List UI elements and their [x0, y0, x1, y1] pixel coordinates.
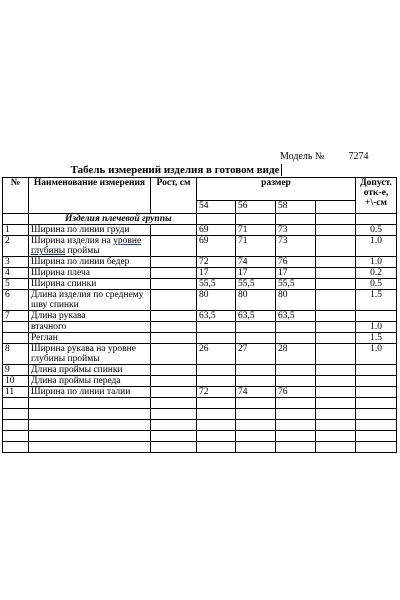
model-number-line — [280, 151, 368, 162]
model-label: Модель № — [280, 151, 325, 162]
table-row: 10 Длина проймы переда — [3, 376, 397, 387]
header-size: размер — [197, 178, 356, 201]
table-row: 8 Ширина рукава на уровне глубины проймы 26 27 28 1.0 — [3, 344, 397, 365]
measurement-table — [2, 177, 397, 453]
table-row: 5 Ширина спинки 55,5 55,5 55,5 0.5 — [3, 279, 397, 290]
table-row: 3 Ширина по линии бедер 72 74 76 1.0 — [3, 257, 397, 268]
size-empty — [316, 201, 356, 214]
empty-row — [3, 420, 397, 431]
table-header-row — [3, 178, 397, 201]
header-height: Рост, см — [151, 178, 197, 214]
text-cursor — [281, 164, 282, 176]
empty-row — [3, 431, 397, 442]
table-row: 1 Ширина по линии груди 69 71 73 0.5 — [3, 225, 397, 236]
empty-row — [3, 398, 397, 409]
header-tolerance: Допуст. отк-е, +\-см — [356, 178, 397, 214]
table-row: втачного 1.0 — [3, 322, 397, 333]
model-number: 7274 — [348, 151, 369, 162]
table-row: 7 Длина рукава 63,5 63,5 63,5 — [3, 311, 397, 322]
document-title: Табель измерений изделия в готовом виде — [70, 164, 280, 176]
empty-row — [3, 442, 397, 453]
section-title: Изделия плечевой группы — [29, 214, 197, 225]
header-num: № — [3, 178, 29, 214]
table-row: 4 Ширина плеча 17 17 17 0.2 — [3, 268, 397, 279]
table-row: 6 Длина изделия по среднему шву спинки 80 80 80 1.5 — [3, 290, 397, 311]
section-row — [3, 214, 397, 225]
table-row: Реглан 1.5 — [3, 333, 397, 344]
table-row: 9 Длина проймы спинки — [3, 365, 397, 376]
size-56: 56 — [236, 201, 276, 214]
table-row: 2 Ширина изделия на уровне глубины проймы 69 71 73 1.0 — [3, 236, 397, 257]
header-name: Наименование измерения — [29, 178, 151, 214]
size-54: 54 — [197, 201, 236, 214]
empty-row — [3, 409, 397, 420]
table-row: 11 Ширина по линии талии 72 74 76 — [3, 387, 397, 398]
size-58: 58 — [276, 201, 316, 214]
